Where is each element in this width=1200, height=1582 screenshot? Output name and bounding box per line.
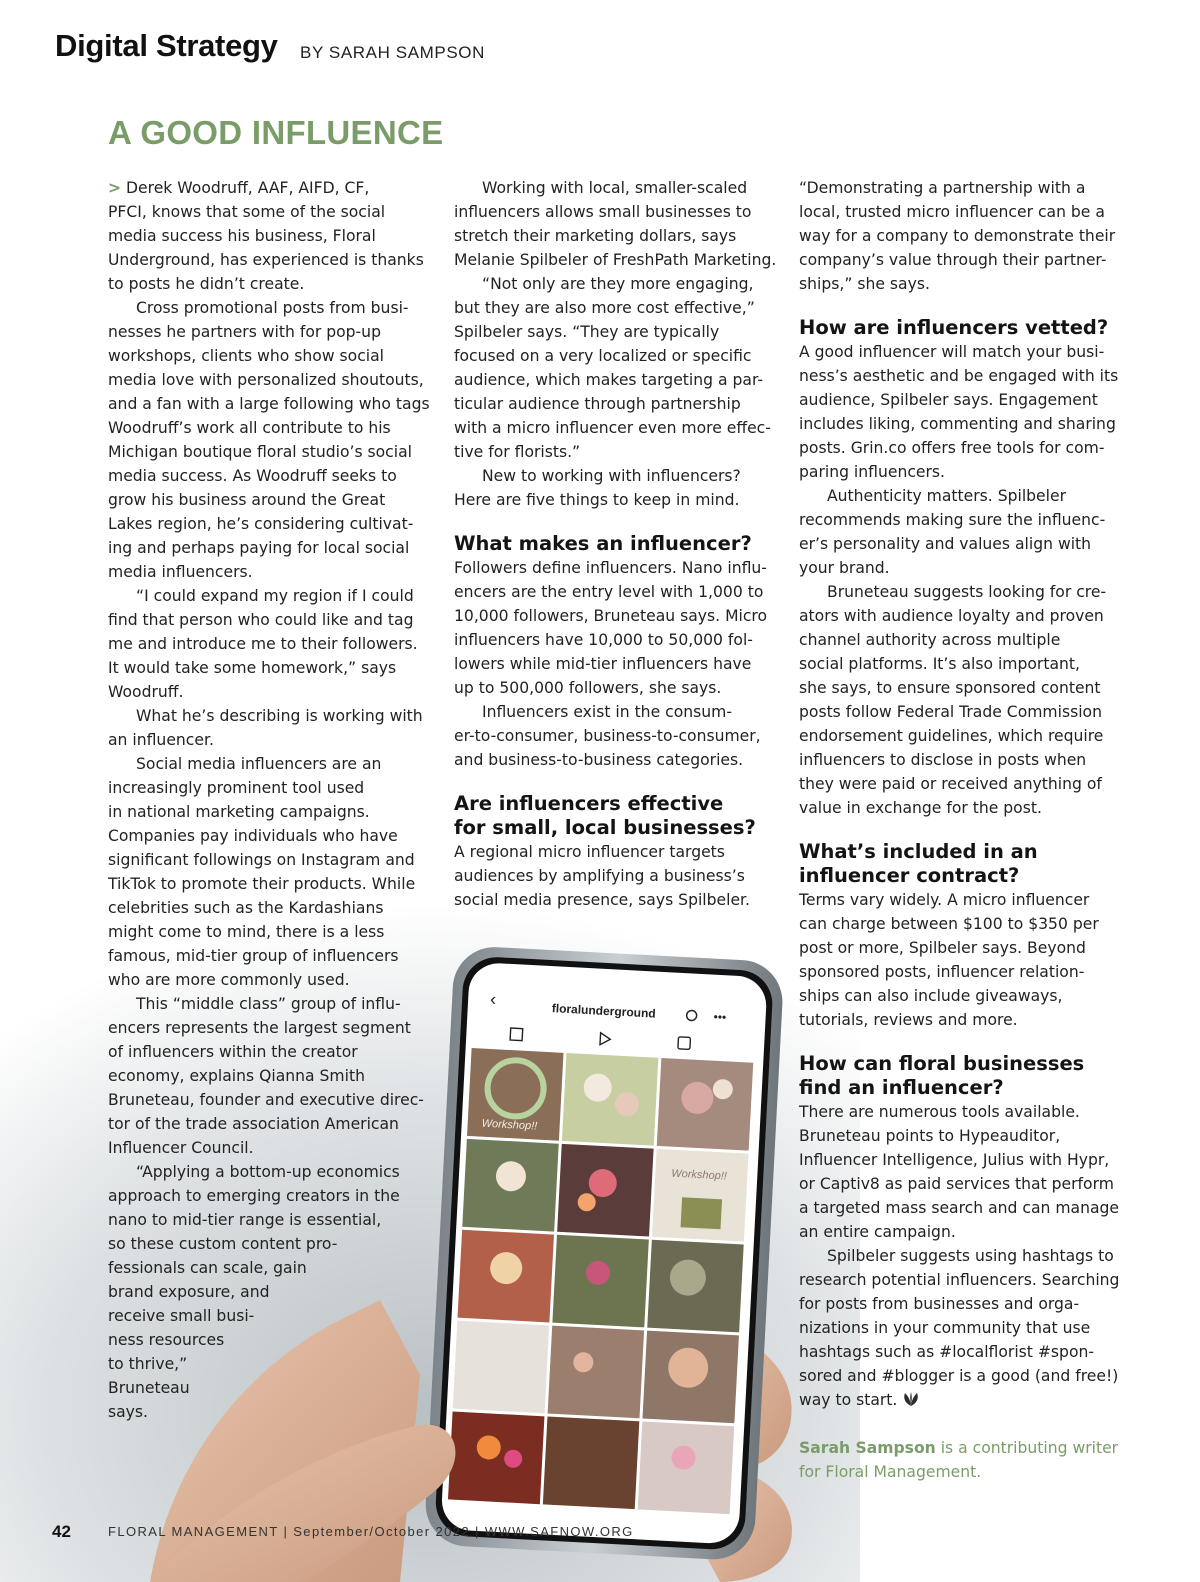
paragraph: Influencers exist in the consum- er-to-consumer, business-to-consumer, and business-to-business categories.: [454, 703, 761, 769]
paragraph: A regional micro influencer targets audiences by amplifying a business’s social media presence, says Spilbeler.: [454, 843, 750, 909]
paragraph: There are numerous tools available. Bruneteau points to Hypeauditor, Influencer Intelligence, Julius with Hypr, or Captiv8 as paid services that perform a targeted mass search and can manage an entire campaign.: [799, 1103, 1120, 1241]
paragraph-text: Spilbeler suggests using hashtags to research potential influencers. Searching for posts from businesses and orga- nizations in your community that use hashtags such as #localflorist #spon- sored and #blogger is a good (and free!) way to start.: [799, 1247, 1120, 1409]
paragraph: A good influencer will match your busi- ness’s aesthetic and be engaged with its audience, Spilbeler says. Engagement includes liking, commenting and sharing posts. Grin.co offers free tools for com- paring influencers.: [799, 343, 1119, 481]
author-note: [799, 1436, 1129, 1484]
paragraph: What he’s describing is working with an influencer.: [108, 707, 423, 749]
quote-paragraph: “Applying a bottom-up economics approach to emerging creators in the nano to mid-tier range is essential, so these custom content pro- fessionals can scale, gain brand exposure, and receive small busi- ness resources to thrive,” Bruneteau says.: [108, 1163, 400, 1421]
subheading: What makes an influencer?: [454, 532, 752, 555]
tile-text-2: Workshop!!: [671, 1167, 728, 1183]
paragraph: Bruneteau suggests looking for cre- ators with audience loyalty and proven channel authority across multiple social platforms. It’s also important, she says, to ensure sponsored content posts follow Federal Trade Commission endorsement guidelines, which require influencers to disclose in posts when they were paid or received anything of value in exchange for the post.: [799, 583, 1107, 817]
author-name: Sarah Sampson: [799, 1439, 936, 1457]
more-icon[interactable]: •••: [713, 1009, 727, 1025]
photo-grid: [448, 1048, 753, 1514]
column-1: [108, 176, 438, 1424]
byline: BY SARAH SAMPSON: [300, 43, 486, 62]
paragraph: Followers define influencers. Nano influ- encers are the entry level with 1,000 to 10,000 followers, Bruneteau says. Micro influencers have 10,000 to 50,000 fol- lowers while mid-tier influencers have up to 500,000 followers, she says.: [454, 559, 768, 697]
paragraph: This “middle class” group of influ- encers represents the largest segment of influencers within the creator economy, explains Qianna Smith Bruneteau, founder and executive direc- tor of the trade association American Influencer Council.: [108, 995, 424, 1157]
subheading: How are influencers vetted?: [799, 316, 1109, 339]
quote-paragraph: “I could expand my region if I could find that person who could like and tag me and introduce me to their followers. It would take some homework,” says Woodruff.: [108, 587, 418, 701]
quote-paragraph: “Not only are they more engaging, but they are also more cost effective,” Spilbeler says. “They are typically focused on a very localized or specific audience, which makes targeting a par- ticular audience through partnership with a micro influencer even more effec- tive for florists.”: [454, 275, 771, 461]
paragraph: Cross promotional posts from busi- nesses he partners with for pop-up workshops, clients who show social media love with personalized shoutouts, and a fan with a large following who tags Woodruff’s work all contribute to his Michigan boutique floral studio’s social media success. As Woodruff seeks to grow his business around the Great Lakes region, he’s considering cultivat- ing and perhaps paying for local social media influencers.: [108, 299, 430, 581]
paragraph: New to working with influencers? Here are five things to keep in mind.: [454, 467, 741, 509]
quote-paragraph: “Demonstrating a partnership with a local, trusted micro influencer can be a way for a company to demonstrate their company’s value through their partner- ships,” she says.: [799, 179, 1116, 293]
paragraph: Social media influencers are an increasingly prominent tool used in national marketing campaigns. Companies pay individuals who have significant followings on Instagram and TikTok to promote their products. While celebrities such as the Kardashians might come to mind, there is a less famous, mid-tier group of influencers who are more commonly used.: [108, 755, 416, 989]
paragraph-marker: >: [108, 179, 122, 197]
paragraph: [108, 176, 438, 296]
phone-username: floralunderground: [551, 1001, 657, 1021]
paragraph-text: Derek Woodruff, AAF, AIFD, CF, PFCI, knows that some of the social media success his business, Floral Underground, has experienced is thanks to posts he didn’t create.: [108, 179, 424, 293]
page-number: 42: [52, 1522, 71, 1541]
paragraph: Terms vary widely. A micro influencer can charge between $100 to $350 per post or more, Spilbeler says. Beyond sponsored posts, influencer relation- ships can also include giveaways, tutorials, reviews and more.: [799, 891, 1099, 1029]
chevron-left-icon[interactable]: ‹: [489, 988, 497, 1010]
subheading: How can floral businesses find an influencer?: [799, 1052, 1085, 1099]
subheading: What’s included in an influencer contract?: [799, 840, 1038, 887]
column-2: [454, 176, 784, 912]
author-note-text: is a contributing writer for Floral Management.: [799, 1439, 1119, 1481]
paragraph: Authenticity matters. Spilbeler recommends making sure the influenc- er’s personality and values align with your brand.: [799, 487, 1106, 577]
section-title: Digital Strategy: [55, 28, 278, 63]
tile-text-1: Workshop!!: [481, 1117, 538, 1133]
column-3: [799, 176, 1129, 1484]
subheading: Are influencers effective for small, local businesses?: [454, 792, 756, 839]
paragraph: [799, 1244, 1129, 1412]
footer-text: FLORAL MANAGEMENT | September/October 2022 | WWW.SAFNOW.ORG: [108, 1524, 634, 1539]
leaf-end-icon: [902, 1391, 920, 1407]
paragraph: Working with local, smaller-scaled influencers allows small businesses to stretch their marketing dollars, says Melanie Spilbeler of FreshPath Marketing.: [454, 179, 777, 269]
headline: A GOOD INFLUENCE: [108, 114, 444, 151]
